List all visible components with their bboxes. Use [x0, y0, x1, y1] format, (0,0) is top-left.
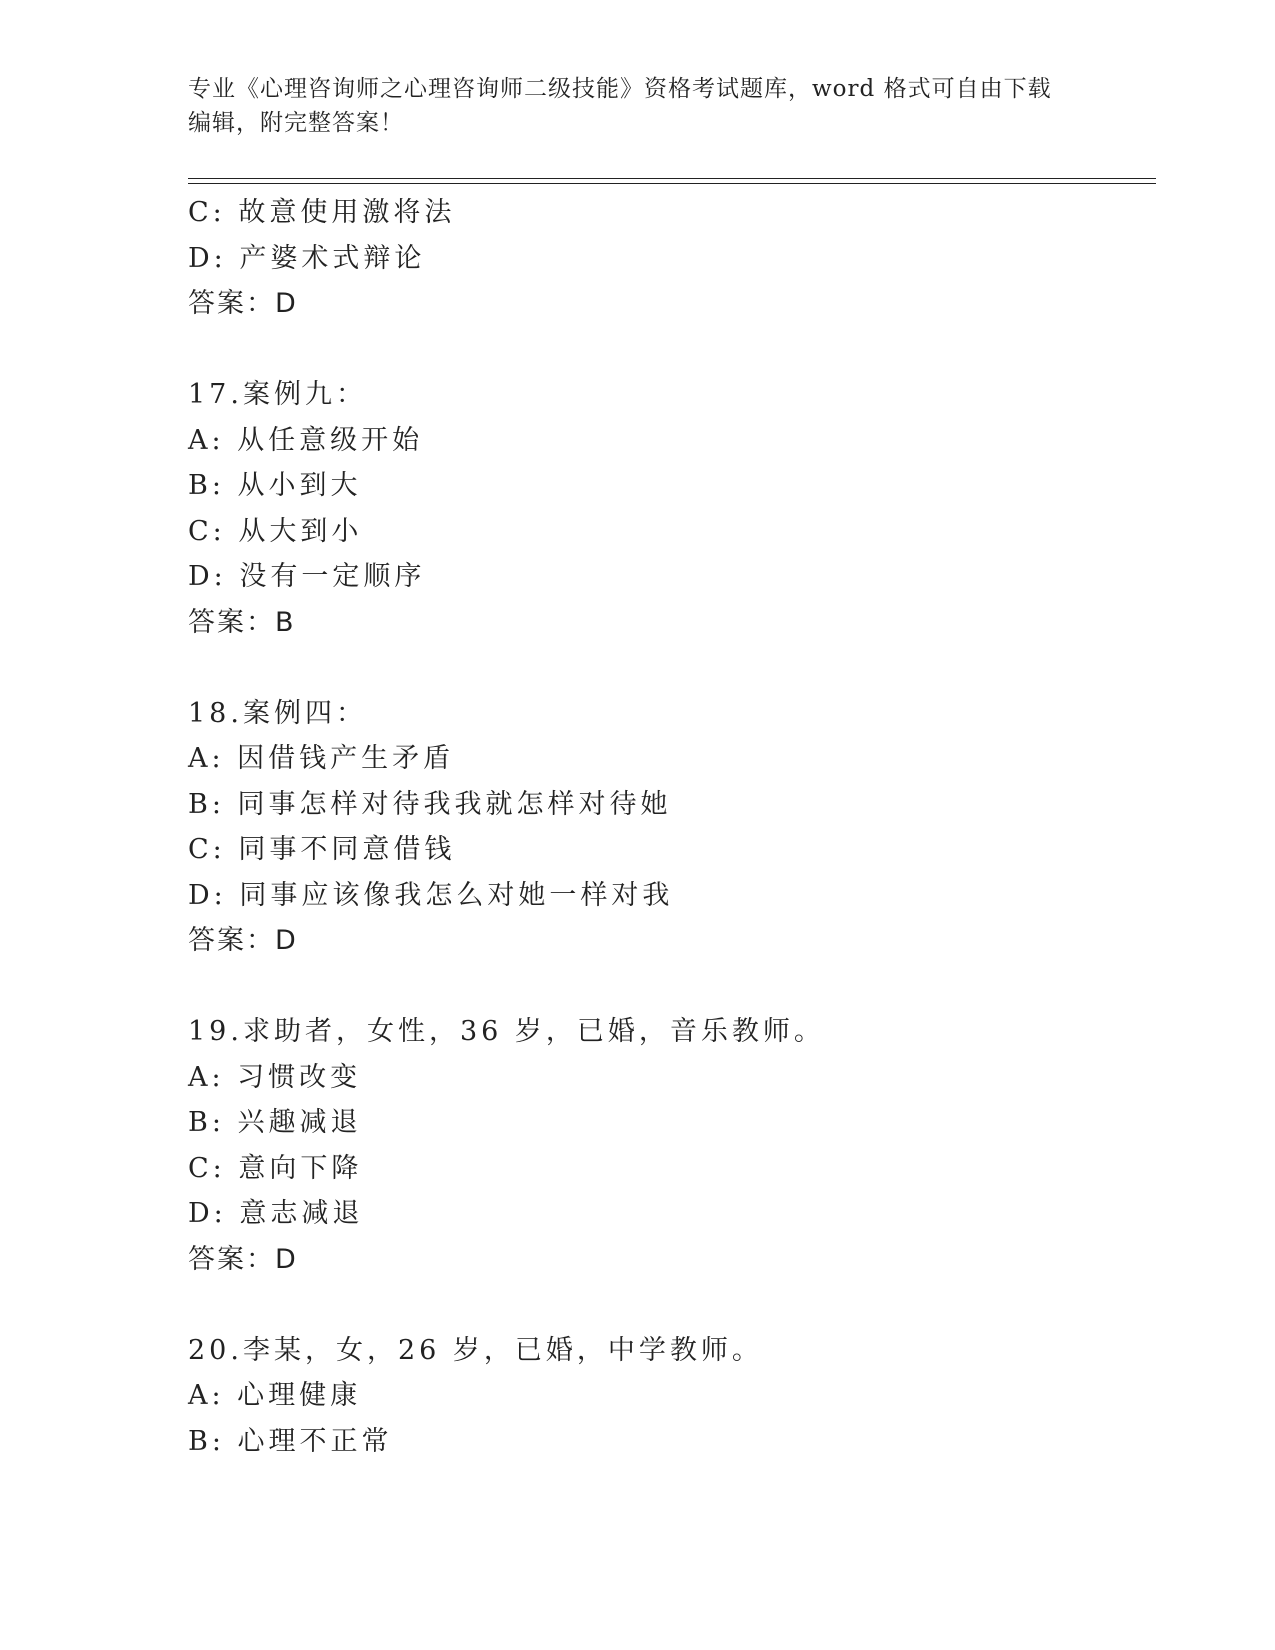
question-list [188, 190, 1148, 1464]
blank-line [188, 645, 1148, 691]
option-line: D: 同事应该像我怎么对她一样对我 [188, 879, 674, 911]
option-line: D: 没有一定顺序 [188, 561, 426, 592]
option-line: C: 故意使用激将法 [188, 197, 456, 228]
option-line: A: 因借钱产生矛盾 [188, 743, 455, 774]
option-line: A: 心理健康 [188, 1380, 362, 1411]
answer-line: 答案：D [188, 925, 298, 956]
header-line-2: 编辑，附完整答案！ [188, 110, 404, 136]
question-stem: 18.案例四： [188, 697, 367, 729]
option-line: B: 心理不正常 [188, 1425, 393, 1457]
option-line: B: 从小到大 [188, 470, 362, 501]
option-line: C: 从大到小 [188, 515, 363, 547]
header-divider-top [188, 178, 1156, 179]
header-divider-bottom [188, 183, 1156, 184]
option-line: B: 同事怎样对待我我就怎样对待她 [188, 788, 672, 820]
blank-line [188, 327, 1148, 373]
option-line: D: 产婆术式辩论 [188, 242, 426, 274]
answer-line: 答案：D [188, 288, 298, 319]
question-stem: 20.李某，女，26 岁，已婚，中学教师。 [188, 1334, 763, 1366]
document-header [188, 72, 1088, 140]
option-line: D: 意志减退 [188, 1198, 364, 1229]
blank-line [188, 964, 1148, 1010]
header-line-1: 专业《心理咨询师之心理咨询师二级技能》资格考试题库，word 格式可自由下载 [188, 76, 1052, 102]
option-line: C: 意向下降 [188, 1152, 363, 1184]
answer-line: 答案：D [188, 1243, 298, 1275]
option-line: C: 同事不同意借钱 [188, 834, 456, 865]
option-line: B: 兴趣减退 [188, 1107, 362, 1138]
option-line: A: 从任意级开始 [188, 424, 424, 456]
answer-line: 答案：B [188, 606, 296, 638]
option-line: A: 习惯改变 [188, 1061, 362, 1093]
blank-line [188, 1282, 1148, 1328]
question-stem: 19.求助者，女性，36 岁，已婚，音乐教师。 [188, 1016, 825, 1047]
question-stem: 17.案例九： [188, 379, 367, 410]
